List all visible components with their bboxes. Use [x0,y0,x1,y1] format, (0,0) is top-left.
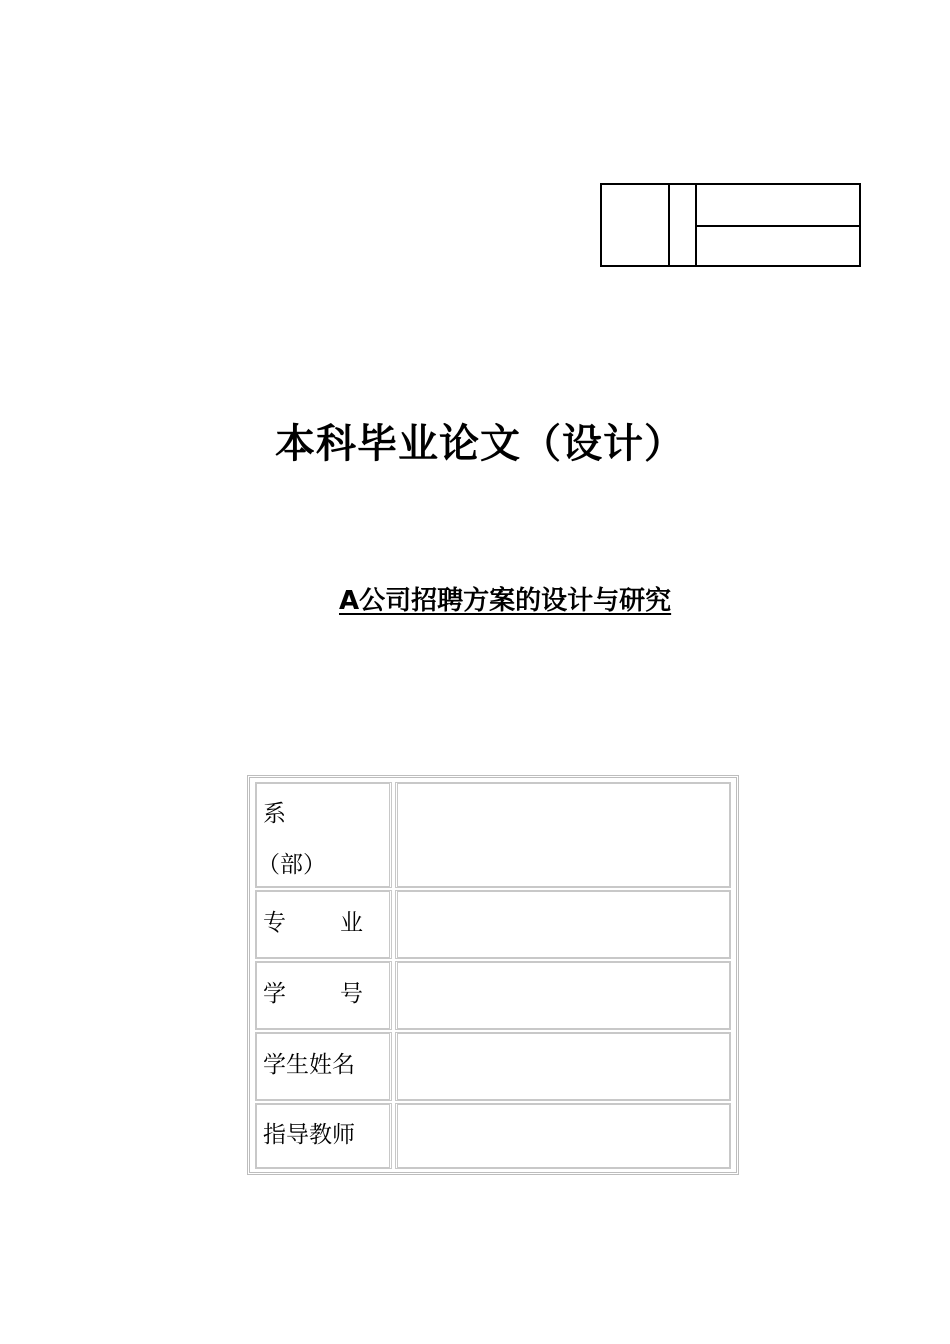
table-row [255,890,731,959]
student-info-table [247,775,739,1175]
code-box-divider [668,185,670,265]
department-label-cell [255,782,392,888]
student-name-field[interactable] [395,1032,731,1101]
student-id-field[interactable] [395,961,731,1030]
department-field[interactable] [395,782,731,888]
student-name-label: 学生姓名 [263,1052,355,1078]
department-label: 系 [263,801,286,827]
student-id-label: 学 号 [263,981,363,1007]
table-row [255,1103,731,1169]
advisor-field[interactable] [395,1103,731,1169]
major-field[interactable] [395,890,731,959]
major-label-cell [255,890,392,959]
document-code-box [600,183,861,267]
table-row [255,1032,731,1101]
page-title: 本科毕业论文（设计） [275,421,685,467]
thesis-title: A公司招聘方案的设计与研究 [339,586,672,616]
advisor-label: 指导教师 [263,1122,355,1148]
department-label-suffix: （部） [257,852,326,878]
major-label: 专 业 [263,910,363,936]
table-row [255,782,731,888]
student-name-label-cell [255,1032,392,1101]
advisor-label-cell [255,1103,392,1169]
code-box-divider [697,225,859,227]
table-row [255,961,731,1030]
student-id-label-cell [255,961,392,1030]
